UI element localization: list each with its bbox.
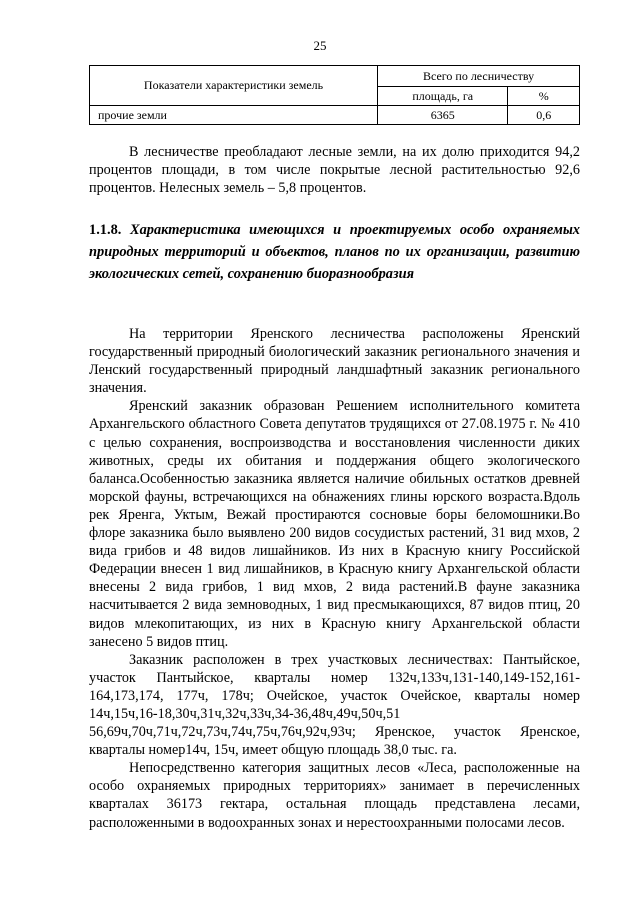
paragraph: Яренский заказник образован Решением исполнительного комитета Архангельского областного Совета депутатов трудящихся от 27.08.1975 г. № 410 с целью сохранения, воспроизводства и восстановления численности диких животных, среды их обитания и поддержания общего экологического баланса.Особенностью заказника является наличие обильных остатков древней морской фауны, встречающихся на обнажениях глины юрского возраста.Вдоль рек Яренга, Уктым, Вежай простираются сосновые боры беломошники.Во флоре заказника было выявлено 200 видов сосудистых растений, 31 вид мхов, 2 вида грибов и 48 видов лишайников. Из них в Красную книгу Российской Федерации внесен 1 вид лишайников, в Красную книгу Архангельской области внесены 2 вида грибов, 1 вид мхов, 2 вида растений.В фауне заказника насчитывается 2 вида земноводных, 1 вид пресмыкающихся, 87 видов птиц, 20 видов млекопитающих, из них в Красную книгу Архангельской области занесено 5 видов птиц. xyxy=(89,398,580,650)
land-characteristics-table xyxy=(89,65,580,125)
paragraph: Заказник расположен в трех участковых лесничествах: Пантыйское, участок Пантыйское, кварталы номер 132ч,133ч,131-140,149-152,161-164,173,174, 177ч, 178ч; Очейское, участок Очейское, кварталы номер 14ч,15ч,16-18,30ч,31ч,32ч,33ч,34-36,48ч,49ч,50ч,51 56,69ч,70ч,71ч,72ч,73ч,74ч,75ч,76ч,92ч,93ч; Яренское, участок Яренское, кварталы номер14ч, 15ч, имеет общую площадь 38,0 тыс. га. xyxy=(89,651,580,759)
paragraph: Непосредственно категория защитных лесов «Леса, расположенные на особо охраняемых природных территориях» занимает в перечисленных кварталах 36173 гектара, остальная площадь представлена лесами, расположенными в водоохранных зонах и нерестоохранными полосами лесов. xyxy=(89,760,580,831)
table-cell-percent: 0,6 xyxy=(508,106,580,125)
table-group-header: Всего по лесничеству xyxy=(378,66,580,87)
section-body xyxy=(89,325,580,832)
section-number: 1.1.8. xyxy=(89,222,122,238)
table-cell-area: 6365 xyxy=(378,106,508,125)
table-subheader-area: площадь, га xyxy=(378,87,508,106)
forest-summary-paragraph xyxy=(89,143,580,197)
table-subheader-percent: % xyxy=(508,87,580,106)
paragraph: В лесничестве преобладают лесные земли, на их долю приходится 94,2 процентов площади, в том числе покрытые лесной растительностью 92,6 процентов. Нелесных земель – 5,8 процентов. xyxy=(89,144,580,197)
table-column-header: Показатели характеристики земель xyxy=(90,66,378,106)
section-title: Характеристика имеющихся и проектируемых особо охраняемых природных территорий и объектов, планов по их организации, развитию экологических сетей, сохранению биоразнообразия xyxy=(89,222,580,283)
table-cell-label: прочие земли xyxy=(90,106,378,125)
section-heading xyxy=(89,219,580,286)
page-number: 25 xyxy=(313,38,327,53)
table-row xyxy=(90,106,580,125)
paragraph: На территории Яренского лесничества расположены Яренский государственный природный биологический заказник регионального значения и Ленский государственный природный ландшафтный заказник регионального значения. xyxy=(89,326,580,397)
